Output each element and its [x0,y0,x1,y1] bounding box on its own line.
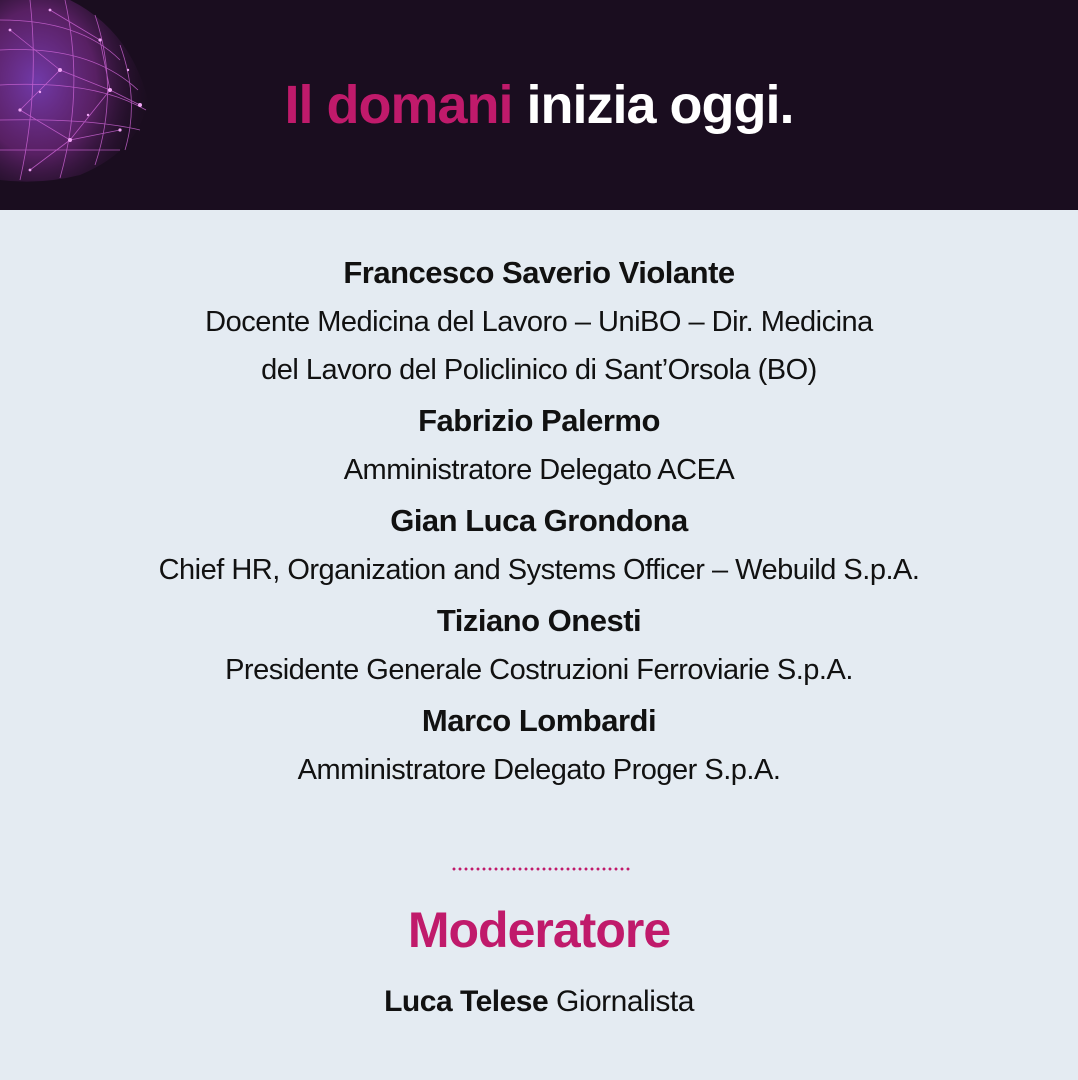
moderator-line [0,978,1078,1026]
speaker-role: Docente Medicina del Lavoro – UniBO – Dir. Medicina del Lavoro del Policlinico di Sant’Orsola (BO) [205,306,873,386]
speaker-role: Presidente Generale Costruzioni Ferroviarie S.p.A. [225,654,853,686]
header-banner [0,0,1078,210]
headline [0,70,1078,140]
moderator-role: Giornalista [555,985,694,1018]
dotted-divider [451,867,631,871]
moderator-name: Luca Telese [384,985,549,1018]
speaker-name: Marco Lombardi [421,703,657,738]
speaker-role: Amministratore Delegato ACEA [343,454,735,486]
speaker-name: Tiziano Onesti [436,603,642,638]
speaker-entry [0,696,1078,794]
speaker-role: Chief HR, Organization and Systems Officer – Webuild S.p.A. [158,554,920,586]
speaker-name: Francesco Saverio Violante [343,255,735,290]
speaker-entry [0,496,1078,594]
moderator-title: Moderatore [407,902,671,958]
speaker-entry [0,396,1078,494]
speaker-entry [0,248,1078,394]
speaker-name: Gian Luca Grondona [390,503,688,538]
speaker-entry [0,596,1078,694]
content-panel [0,210,1078,1080]
speaker-role: Amministratore Delegato Proger S.p.A. [297,754,781,786]
headline-rest: inizia oggi. [526,75,794,135]
headline-accent: Il domani [284,75,513,135]
speaker-list [0,248,1078,794]
speaker-name: Fabrizio Palermo [418,403,660,438]
